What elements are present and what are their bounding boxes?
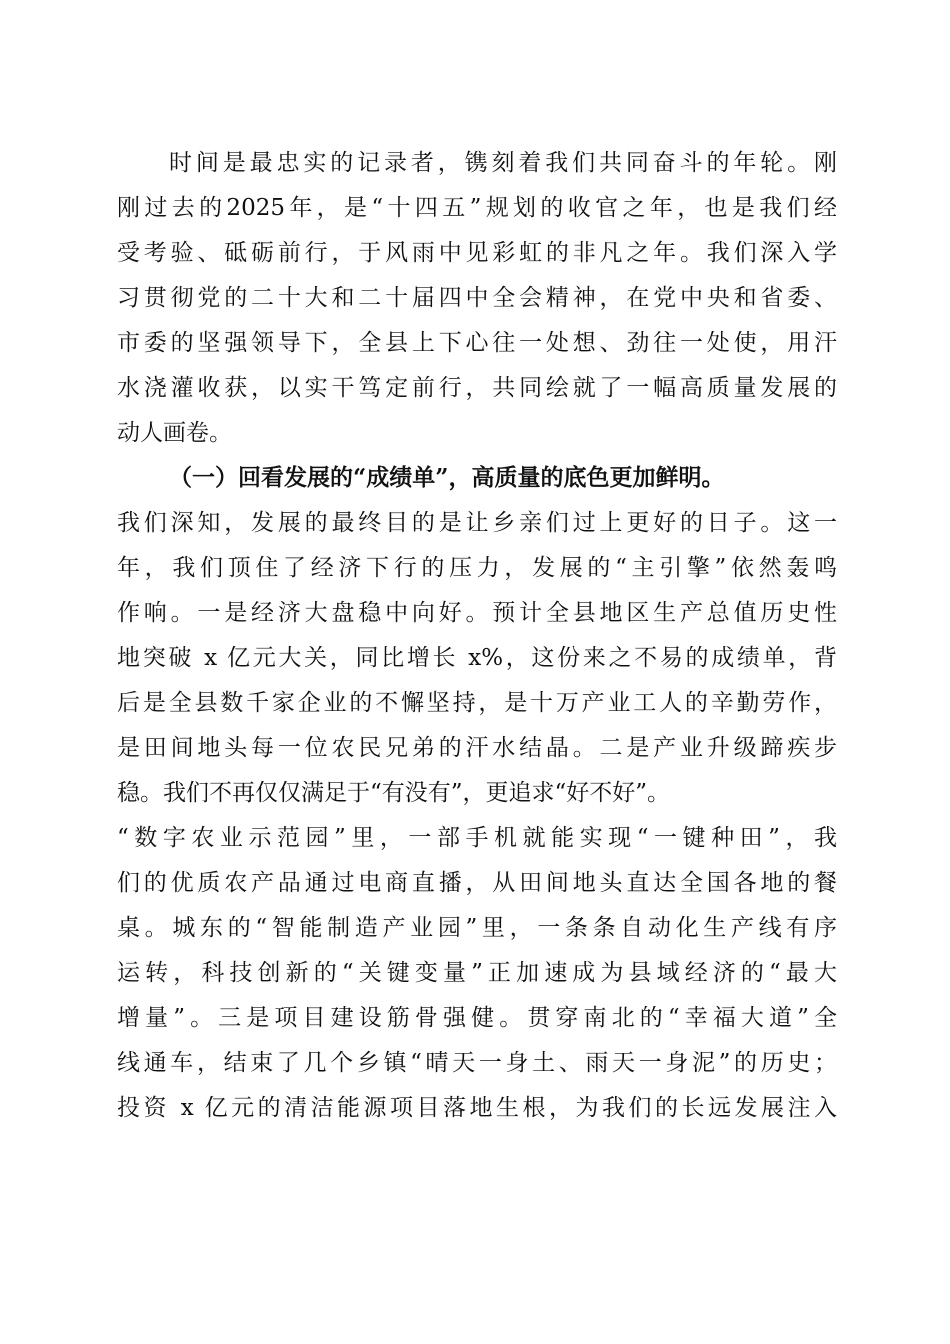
paragraph-1-line-4: 习贯彻党的二十大和二十届四中全会精神，在党中央和省委、 (117, 285, 837, 311)
section-1-line-2: 年，我们顶住了经济下行的压力，发展的“主引擎”依然轰鸣 (117, 555, 837, 581)
section-1-line-3: 作响。一是经济大盘稳中向好。预计全县地区生产总值历史性 (117, 600, 837, 626)
section-1-line-13: 线通车，结束了几个乡镇“晴天一身土、雨天一身泥”的历史； (117, 1050, 837, 1076)
paragraph-1-line-2: 刚过去的2025年，是“十四五”规划的收官之年，也是我们经 (117, 195, 837, 221)
section-1-line-10: 桌。城东的“智能制造产业园”里，一条条自动化生产线有序 (117, 915, 837, 941)
section-1-line-14: 投资 x 亿元的清洁能源项目落地生根，为我们的长远发展注入 (117, 1095, 837, 1121)
section-1-line-12: 增量”。三是项目建设筋骨强健。贯穿南北的“幸福大道”全 (117, 1005, 837, 1031)
section-1-line-1: 我们深知，发展的最终目的是让乡亲们过上更好的日子。这一 (117, 510, 837, 536)
paragraph-1-line-3: 受考验、砥砺前行，于风雨中见彩虹的非凡之年。我们深入学 (117, 240, 837, 266)
paragraph-1-line-7: 动人画卷。 (117, 420, 232, 446)
section-1-line-4: 地突破 x 亿元大关，同比增长 x%，这份来之不易的成绩单，背 (117, 645, 837, 671)
section-1-line-7: 稳。我们不再仅仅满足于“有没有”，更追求“好不好”。 (117, 780, 671, 806)
section-1-line-8: “数字农业示范园”里，一部手机就能实现“一键种田”，我 (117, 825, 837, 851)
section-1-line-5: 后是全县数千家企业的不懈坚持，是十万产业工人的辛勤劳作， (117, 690, 837, 716)
section-1-line-11: 运转，科技创新的“关键变量”正加速成为县域经济的“最大 (117, 960, 837, 986)
section-1-line-6: 是田间地头每一位农民兄弟的汗水结晶。二是产业升级蹄疾步 (117, 735, 837, 761)
section-1-line-9: 们的优质农产品通过电商直播，从田间地头直达全国各地的餐 (117, 870, 837, 896)
paragraph-1-line-6: 水浇灌收获，以实干笃定前行，共同绘就了一幅高质量发展的 (117, 375, 837, 401)
paragraph-1-line-1: 时间是最忠实的记录者，镌刻着我们共同奋斗的年轮。刚 (169, 150, 837, 176)
section-heading: （一）回看发展的“成绩单”，高质量的底色更加鲜明。 (169, 464, 725, 491)
paragraph-1-line-5: 市委的坚强领导下，全县上下心往一处想、劲往一处使，用汗 (117, 330, 837, 356)
